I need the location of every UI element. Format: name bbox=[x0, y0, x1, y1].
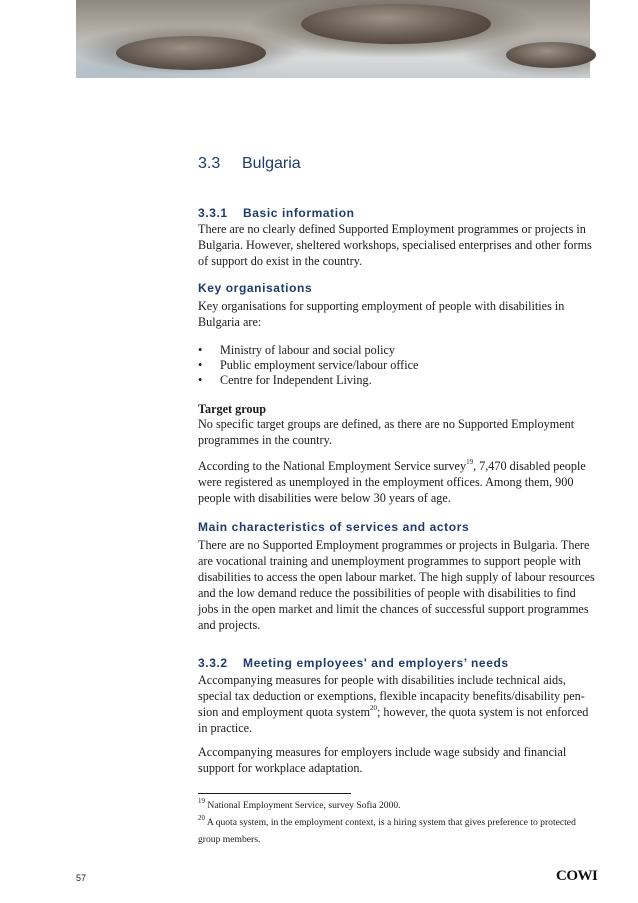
footnote-text: A quota system, in the employment context, is a hiring system that gives preference to protected group members. bbox=[198, 817, 576, 845]
employers-measures-text: Accompanying measures for employers include wage subsidy and financial support for workplace adaptation. bbox=[198, 745, 567, 775]
needs-text: Accompanying measures for people with disabilities include technical aids, special tax deduction or exemptions, flexible incapacity benefits/disability pension and employment quota system bbox=[198, 673, 585, 719]
needs-paragraph bbox=[198, 672, 596, 736]
page-number: 57 bbox=[76, 873, 87, 883]
bullet-glyph: • bbox=[198, 358, 203, 372]
cowi-logo: COWI bbox=[556, 868, 598, 884]
stone-shape bbox=[301, 4, 491, 44]
stone-shape bbox=[116, 36, 266, 70]
survey-paragraph bbox=[198, 458, 596, 506]
survey-text: According to the National Employment Service survey bbox=[198, 459, 467, 473]
target-group-heading: Target group bbox=[198, 402, 267, 416]
bullet-glyph: • bbox=[198, 343, 203, 357]
section-title: Bulgaria bbox=[242, 155, 301, 172]
list-item-text: Ministry of labour and social policy bbox=[220, 343, 395, 357]
subsection-title: Basic information bbox=[243, 206, 355, 220]
subsection-number: 3.3.1 bbox=[198, 206, 228, 220]
footnote-19 bbox=[198, 797, 593, 814]
list-item-text: Centre for Independent Living. bbox=[220, 373, 372, 387]
characteristics-text: There are no Supported Employment programmes or projects in Bulgaria. There are vocational training and unemployment programmes to support people with disabilities to access the open labour market. The high supply of labour resources and the low demand reduce the possibilities of people with disabilities to find jobs in the open market and limit the chances of successful support programmes and projects. bbox=[198, 538, 595, 632]
subsection-title: Meeting employees' and employers’ needs bbox=[243, 656, 509, 670]
list-item bbox=[198, 358, 588, 373]
stone-shape bbox=[506, 42, 596, 68]
footnote-ref-19[interactable]: 19 bbox=[466, 457, 474, 466]
subsection-heading-needs bbox=[198, 656, 509, 670]
list-item bbox=[198, 343, 588, 358]
header-banner-image bbox=[76, 0, 590, 78]
basic-information-text: There are no clearly defined Supported Employment programmes or projects in Bulgaria. However, sheltered workshops, specialised enterprises and other forms of support do exist in the country. bbox=[198, 222, 592, 268]
key-organisations-list bbox=[198, 343, 588, 388]
footnote-text: National Employment Service, survey Sofia 2000. bbox=[205, 800, 401, 811]
bullet-glyph: • bbox=[198, 373, 203, 387]
footnote-number: 19 bbox=[198, 796, 205, 805]
list-item-text: Public employment service/labour office bbox=[220, 358, 419, 372]
list-item bbox=[198, 373, 588, 388]
footnote-ref-20[interactable]: 20 bbox=[369, 703, 377, 712]
subsection-number: 3.3.2 bbox=[198, 656, 228, 670]
footnote-number: 20 bbox=[198, 813, 205, 822]
section-number: 3.3 bbox=[198, 155, 221, 172]
survey-text-cont: , 7,470 disabled people were registered as unemployed in the employment offices. Among them, 900 people with disabilities were below 30 years of age. bbox=[198, 459, 586, 505]
footnote-20 bbox=[198, 814, 593, 848]
subsection-heading-basic-information bbox=[198, 206, 355, 220]
target-group-text: No specific target groups are defined, as there are no Supported Employment programmes in the country. bbox=[198, 417, 575, 447]
characteristics-heading: Main characteristics of services and actors bbox=[198, 520, 470, 534]
key-organisations-heading: Key organisations bbox=[198, 281, 313, 295]
section-heading bbox=[198, 155, 301, 173]
needs-text-cont: ; however, the quota system is not enforced in practice. bbox=[198, 705, 589, 735]
key-organisations-text: Key organisations for supporting employment of people with disabilities in Bulgaria are: bbox=[198, 299, 565, 329]
footnote-divider bbox=[198, 793, 351, 794]
